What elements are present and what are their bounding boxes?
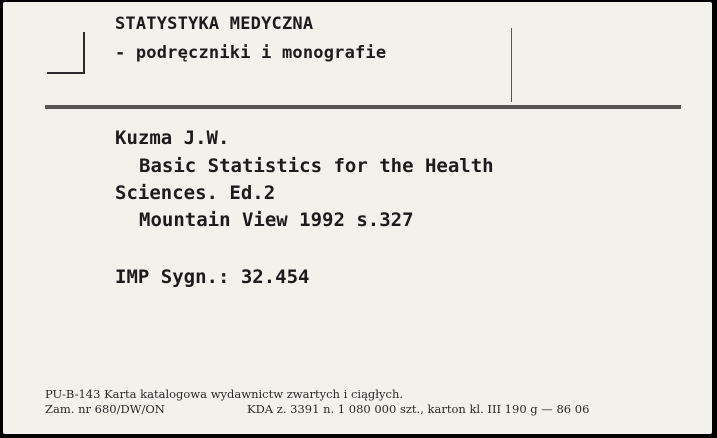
catalog-card (3, 2, 712, 434)
vertical-divider (511, 28, 512, 102)
corner-mark-horizontal (47, 72, 85, 74)
horizontal-rule (45, 105, 681, 109)
footer-order-number: Zam. nr 680/DW/ON (45, 402, 165, 416)
section-subtitle: - podręczniki i monografie (115, 43, 387, 63)
section-title: STATYSTYKA MEDYCZNA (115, 14, 314, 34)
corner-mark-vertical (83, 32, 85, 74)
author: Kuzma J.W. (115, 127, 230, 149)
footer-print-info: KDA z. 3391 n. 1 080 000 szt., karton kl. III 190 g — 86 06 (247, 402, 590, 416)
publication-info: Mountain View 1992 s.327 (139, 209, 414, 231)
footer-line-1: PU-B-143 Karta katalogowa wydawnictw zwartych i ciągłych. (45, 387, 404, 401)
title-line-1: Basic Statistics for the Health (139, 155, 494, 177)
call-number: IMP Sygn.: 32.454 (115, 266, 310, 288)
title-line-2: Sciences. Ed.2 (115, 182, 276, 204)
